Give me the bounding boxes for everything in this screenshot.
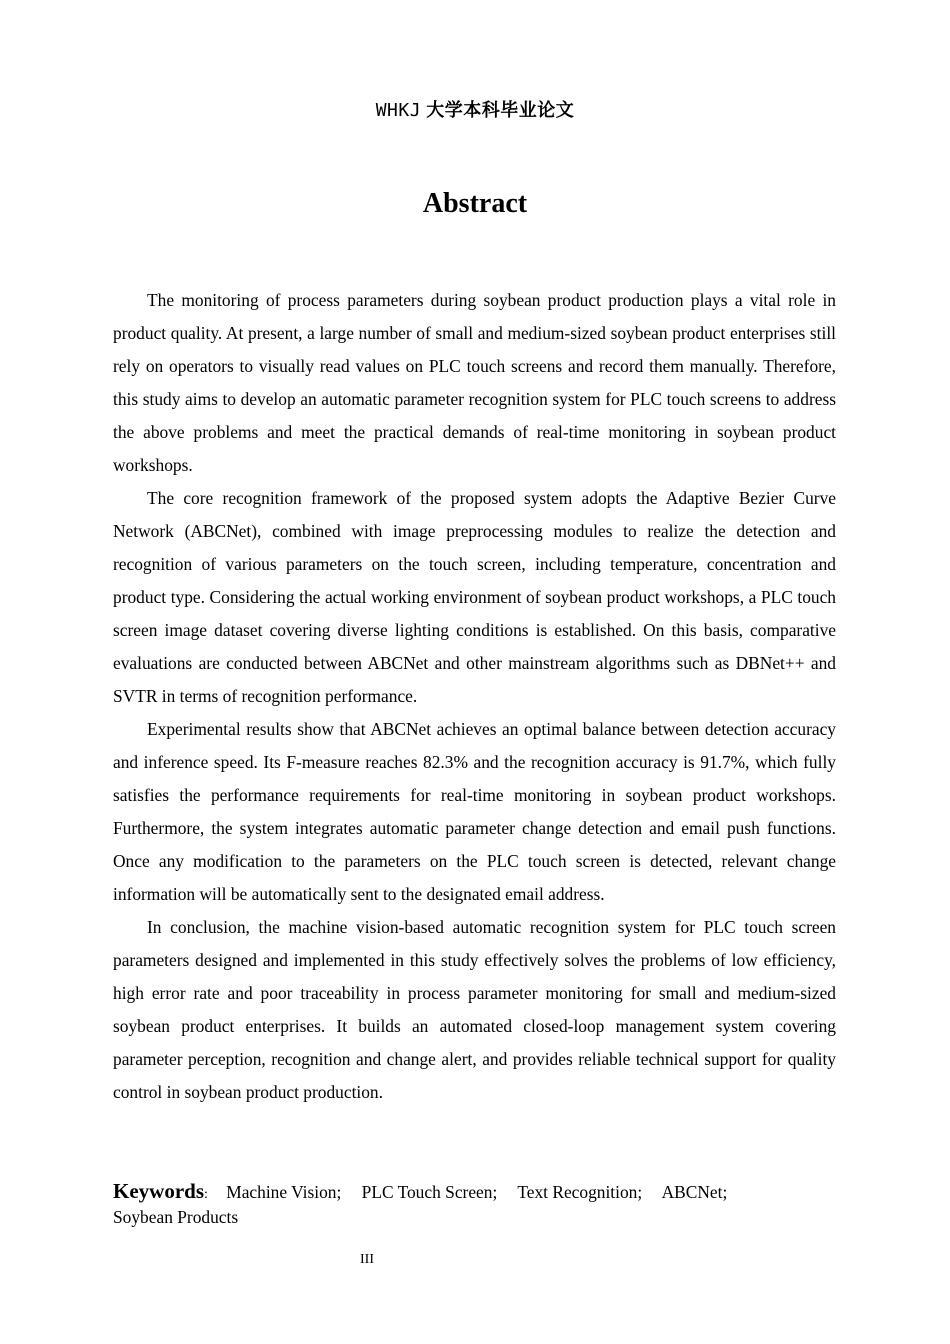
keyword-item: Text Recognition; [517, 1182, 643, 1202]
abstract-body [113, 284, 836, 1109]
abstract-paragraph-2: The core recognition framework of the proposed system adopts the Adaptive Bezier Curve Network (ABCNet), combined with image preprocessing modules to realize the detection and recognition of various parameters on the touch screen, including temperature, concentration and product type. Considering the actual working environment of soybean product workshops, a PLC touch screen image dataset covering diverse lighting conditions is established. On this basis, comparative evaluations are conducted between ABCNet and other mainstream algorithms such as DBNet++ and SVTR in terms of recognition performance. [113, 488, 836, 706]
keywords-section [113, 1180, 836, 1229]
abstract-paragraph-3: Experimental results show that ABCNet achieves an optimal balance between detection accuracy and inference speed. Its F-measure reaches 82.3% and the recognition accuracy is 91.7%, which fully satisfies the performance requirements for real-time monitoring in soybean product workshops. Furthermore, the system integrates automatic parameter change detection and email push functions. Once any modification to the parameters on the PLC touch screen is detected, relevant change information will be automatically sent to the designated email address. [113, 719, 836, 904]
keyword-item: Machine Vision; [226, 1182, 342, 1202]
keyword-item: Soybean Products [113, 1207, 239, 1227]
keywords-label: Keywords [113, 1179, 204, 1203]
abstract-paragraph-4: In conclusion, the machine vision-based automatic recognition system for PLC touch screen parameters designed and implemented in this study effectively solves the problems of low efficiency, high error rate and poor traceability in process parameter monitoring for small and medium-sized soybean product enterprises. It builds an automated closed-loop management system covering parameter perception, recognition and change alert, and provides reliable technical support for quality control in soybean product production. [113, 917, 836, 1102]
keyword-item: ABCNet; [661, 1182, 728, 1202]
thesis-header [0, 96, 950, 122]
keyword-item: PLC Touch Screen; [361, 1182, 498, 1202]
abstract-paragraph-1: The monitoring of process parameters during soybean product production plays a vital role in product quality. At present, a large number of small and medium-sized soybean product enterprises still rely on operators to visually read values on PLC touch screens and record them manually. Therefore, this study aims to develop an automatic parameter recognition system for PLC touch screens to address the above problems and meet the practical demands of real-time monitoring in soybean product workshops. [113, 290, 836, 475]
page-title: Abstract [422, 188, 528, 219]
header-university-code: WHKJ [375, 100, 422, 121]
header-thesis-label: 大学本科毕业论文 [426, 100, 575, 121]
page-number: III [360, 1252, 374, 1267]
keywords-colon: : [204, 1187, 208, 1202]
